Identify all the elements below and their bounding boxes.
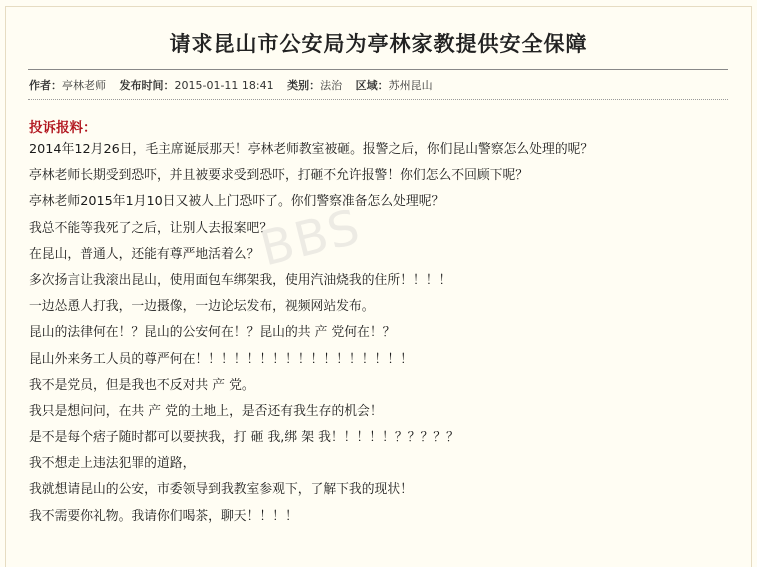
paragraph: 一边怂恿人打我，一边摄像，一边论坛发布，视频网站发布。 — [29, 299, 375, 315]
paragraph: 我总不能等我死了之后，让别人去报案吧？ — [29, 220, 273, 236]
section-heading: 投诉报料： — [29, 120, 97, 136]
author-value[interactable]: 亭林老师 — [62, 79, 106, 92]
paragraph: 多次扬言让我滚出昆山，使用面包车绑架我，使用汽油烧我的住所！！！！ — [29, 272, 452, 288]
paragraph: 我不需要你礼物。我请你们喝茶，聊天！！！！ — [29, 508, 298, 524]
paragraph: 亭林老师长期受到恐吓，并且被要求受到恐吓，打砸不允许报警！你们怎么不回顾下呢？ — [29, 168, 529, 184]
article-body — [29, 140, 739, 533]
paragraph: 是不是每个痞子随时都可以要挟我，打 砸 我,绑 架 我！！！！！？？？？？ — [29, 430, 459, 446]
region-value[interactable]: 苏州昆山 — [388, 79, 433, 92]
article-meta — [29, 77, 433, 93]
site-watermark: BBS — [254, 198, 367, 278]
title-divider — [28, 69, 728, 70]
paragraph: 我就想请昆山的公安，市委领导到我教室参观下，了解下我的现状！ — [29, 482, 413, 498]
publish-time-label: 发布时间： — [119, 79, 175, 92]
paragraph: 亭林老师2015年1月10日又被人上门恐吓了。你们警察准备怎么处理呢？ — [29, 194, 445, 210]
author-label: 作者： — [29, 79, 62, 92]
paragraph: 2014年12月26日，毛主席诞辰那天！亭林老师教室被砸。报警之后，你们昆山警察怎么处理的呢？ — [29, 142, 594, 157]
paragraph: 我不是党员，但是我也不反对共 产 党。 — [29, 377, 255, 393]
paragraph: 昆山的法律何在！？昆山的公安何在！？昆山的共 产 党何在！？ — [29, 325, 396, 341]
category-value[interactable]: 法治 — [320, 79, 343, 92]
paragraph: 我只是想问问，在共 产 党的土地上，是否还有我生存的机会！ — [29, 403, 383, 419]
category-label: 类别： — [287, 79, 321, 92]
region-label: 区域： — [355, 79, 389, 92]
paragraph: 我不想走上违法犯罪的道路， — [29, 456, 196, 472]
paragraph: 在昆山，普通人，还能有尊严地活着么？ — [29, 246, 260, 262]
paragraph: 昆山外来务工人员的尊严何在！！！！！！！！！！！！！！！！！ — [29, 351, 413, 367]
article-title: 请求昆山市公安局为亭林家教提供安全保障 — [169, 31, 588, 56]
meta-divider — [28, 99, 728, 100]
publish-time-value: 2015-01-11 18:41 — [174, 79, 274, 92]
